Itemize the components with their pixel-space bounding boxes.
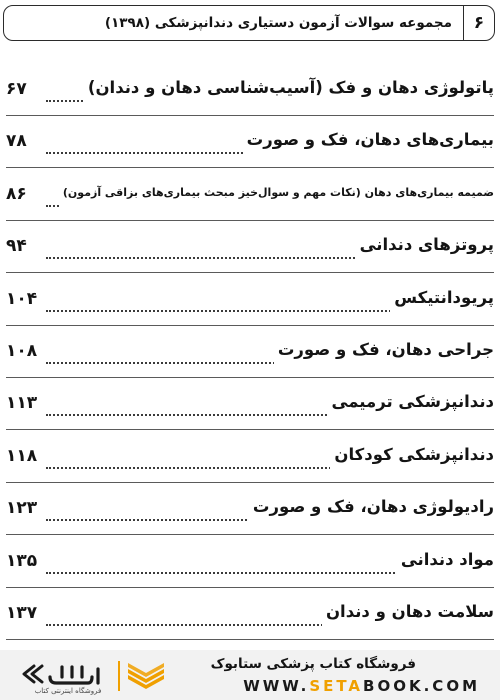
toc-row[interactable] (6, 116, 494, 168)
chevron-left-icon (32, 666, 42, 682)
toc-chapter-title: جراحی دهان، فک و صورت (274, 336, 494, 364)
header-page-number: ۶ (463, 6, 494, 40)
toc-chapter-title: رادیولوژی دهان، فک و صورت (249, 493, 494, 521)
toc-page-number: ۱۰۴ (6, 288, 38, 309)
toc-page-number: ۱۱۳ (6, 393, 38, 414)
toc-page-number: ۱۱۸ (6, 445, 38, 466)
toc-chapter-title: دندانپزشکی ترمیمی (328, 388, 494, 416)
toc-chapter-title: پریودانتیکس (390, 284, 494, 312)
toc-page-number: ۸۶ (6, 183, 27, 204)
toc-chapter-title: پروتزهای دندانی (356, 231, 494, 259)
toc-row[interactable] (6, 536, 494, 588)
toc-row[interactable] (6, 431, 494, 483)
store-url[interactable] (243, 677, 480, 695)
toc-row[interactable] (6, 378, 494, 430)
toc-page-number: ۱۳۵ (6, 550, 38, 571)
toc-chapter-title: ضمیمه بیماری‌های دهان (نکات مهم و سوال‌خیز مبحث بیماری‌های بزاقی آزمون) (59, 179, 494, 207)
toc-row[interactable] (6, 221, 494, 273)
toc-row[interactable] (6, 483, 494, 535)
toc-page-number: ۱۲۳ (6, 498, 38, 519)
toc-page-number: ۶۷ (6, 79, 27, 99)
toc-page-number: ۱۳۷ (6, 603, 38, 623)
toc-chapter-title: سلامت دهان و دندان (322, 598, 494, 626)
toc-chapter-title: مواد دندانی (397, 546, 494, 574)
footer-banner (0, 650, 500, 700)
url-suffix: BOOK.COM (363, 677, 480, 695)
store-name: فروشگاه کتاب پزشکی ستابوک (210, 656, 416, 672)
header-title: مجموعه سوالات آزمون دستیاری دندانپزشکی (۱۳۹۸) (104, 15, 452, 31)
toc-row[interactable] (6, 274, 494, 326)
page-header (3, 5, 495, 41)
toc-row[interactable] (6, 588, 494, 640)
setabook-logo (18, 655, 188, 695)
book-stack-icon (128, 663, 164, 689)
toc-page-number: ۹۴ (6, 236, 27, 257)
toc-chapter-title: دندانپزشکی کودکان (330, 441, 494, 469)
toc-row[interactable] (6, 326, 494, 378)
toc-chapter-title: پاتولوژی دهان و فک (آسیب‌شناسی دهان و دندان) (84, 74, 494, 102)
table-of-contents (0, 64, 500, 640)
toc-page-number: ۱۰۸ (6, 341, 38, 361)
toc-row-divider (6, 639, 494, 640)
logo-subtext: فروشگاه اینترنتی کتاب (34, 687, 102, 695)
toc-page-number: ۷۸ (6, 131, 27, 152)
toc-row[interactable] (6, 169, 494, 221)
url-accent: SETA (309, 677, 364, 695)
url-prefix: WWW. (243, 677, 310, 695)
toc-row[interactable] (6, 64, 494, 116)
toc-chapter-title: بیماری‌های دهان، فک و صورت (243, 126, 494, 154)
